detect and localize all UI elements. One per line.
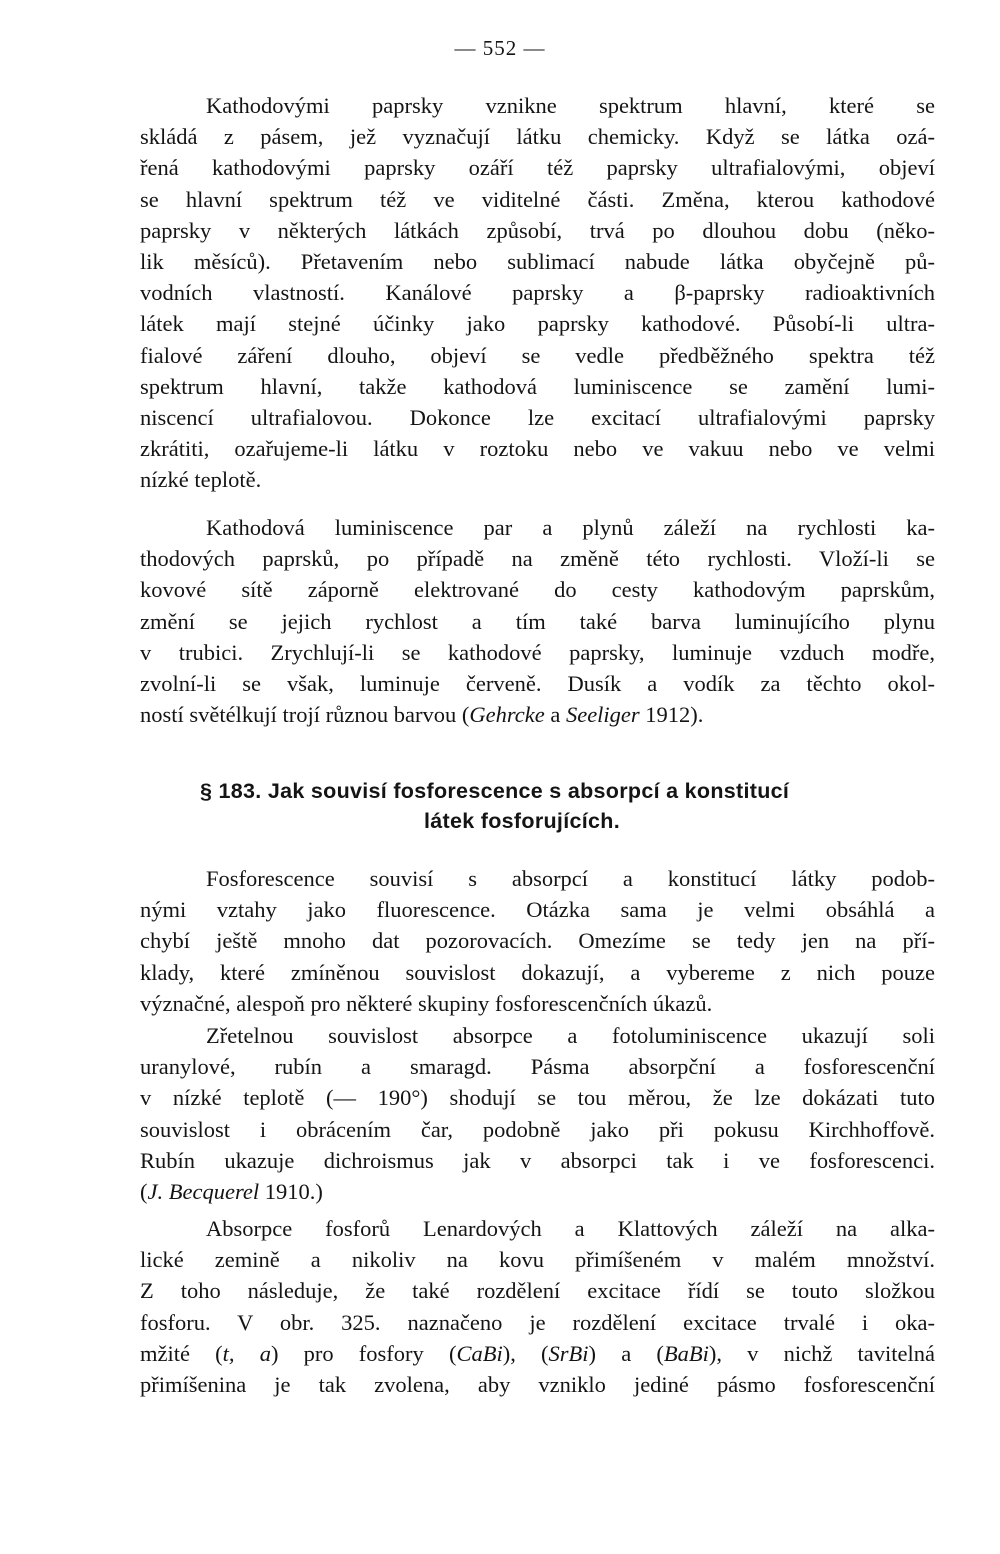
text-line: Z toho následuje, že také rozdělení excitace řídí se touto složkou [140, 1278, 935, 1304]
text-line: v nízké teplotě (— 190°) shodují se tou měrou, že lze dokázati tuto [140, 1085, 935, 1111]
paragraph-4 [140, 1020, 935, 1207]
text-line: vodních vlastností. Kanálové paprsky a β-paprsky radioaktivních [140, 280, 935, 306]
paragraph-2 [140, 512, 935, 730]
text-line: látek mají stejné účinky jako paprsky kathodové. Působí-li ultra- [140, 311, 935, 337]
text-line: Fosforescence souvisí s absorpcí a konstitucí látky podob- [206, 866, 935, 891]
text-run: ), ( [502, 1340, 549, 1366]
author-name: Gehrcke [469, 702, 545, 728]
text-run: ) a ( [588, 1340, 664, 1366]
text-line [140, 699, 935, 730]
text-line [140, 1338, 935, 1369]
text-line: v trubici. Zrychlují-li se kathodové paprsky, luminuje vzduch modře, [140, 639, 935, 665]
text-line: Kathodovými paprsky vznikne spektrum hlavní, které se [206, 93, 935, 118]
author-name: J. Becquerel [147, 1178, 260, 1204]
text-line: přimíšenina je tak zvolena, aby vzniklo jediné pásmo fosforescenční [140, 1371, 935, 1397]
text-run: ( [140, 1178, 148, 1204]
text-line: uranylové, rubín a smaragd. Pásma absorpční a fosforescenční [140, 1054, 935, 1080]
text-line: zkrátiti, ozařujeme-li látku v roztoku nebo ve vakuu nebo ve velmi [140, 436, 935, 462]
text-line: fialové záření dlouho, objeví se vedle předběžného spektra též [140, 342, 935, 368]
text-line [140, 1176, 935, 1207]
text-line: význačné, alespoň pro některé skupiny fosforescenčních úkazů. [140, 990, 713, 1016]
text-line: řená kathodovými paprsky ozáří též paprsky ultrafialovými, objeví [140, 155, 935, 181]
text-line: klady, které zmíněnou souvislost dokazují, a vybereme z nich pouze [140, 959, 935, 985]
text-line: spektrum hlavní, takže kathodová luminiscence se zamění lumi- [140, 373, 935, 399]
text-line: skládá z pásem, jež vyznačují látku chemicky. Když se látka ozá- [140, 124, 935, 150]
formula: SrBi [548, 1340, 589, 1366]
text-line: změní se jejich rychlost a tím také barva luminujícího plynu [140, 608, 935, 634]
paragraph-1 [140, 90, 935, 495]
text-line: chybí ještě mnoho dat pozorovacích. Omezíme se tedy jen na pří- [140, 928, 935, 954]
text-run: mžité ( [140, 1340, 223, 1366]
text-line: Kathodová luminiscence par a plynů záleží na rychlosti ka- [206, 515, 935, 540]
text-line: lické zemině a nikoliv na kovu přimíšeném v malém množství. [140, 1247, 935, 1273]
page-number: — 552 — [454, 36, 546, 60]
text-line: thodových paprsků, po případě na změně této rychlosti. Vloží-li se [140, 546, 935, 572]
paragraph-3 [140, 863, 935, 1019]
section-heading [140, 776, 1000, 836]
text-run: ností světélkují trojí různou barvou ( [140, 702, 470, 728]
text-line: nízké teplotě. [140, 467, 262, 493]
section-heading-line-2: látek fosforujících. [424, 809, 620, 833]
text-run: ) pro fosfory ( [270, 1340, 457, 1366]
text-line: se hlavní spektrum též ve viditelné části. Změna, kterou kathodové [140, 186, 935, 212]
paragraph-5 [140, 1213, 935, 1400]
text-run: a [544, 702, 566, 728]
formula: t, a [222, 1340, 271, 1366]
text-line: fosforu. V obr. 325. naznačeno je rozdělení excitace trvalé i oka- [140, 1309, 935, 1335]
text-run: ), v nichž tavitelná [708, 1340, 935, 1366]
section-heading-line-1: § 183. Jak souvisí fosforescence s absorpcí a konstitucí [200, 779, 790, 803]
author-name: Seeliger [565, 702, 640, 728]
text-line: Absorpce fosforů Lenardových a Klattových záleží na alka- [206, 1216, 935, 1241]
text-line: kovové sítě záporně elektrované do cesty kathodovým paprskům, [140, 577, 935, 603]
formula: CaBi [456, 1340, 503, 1366]
text-line: Rubín ukazuje dichroismus jak v absorpci tak i ve fosforescenci. [140, 1147, 935, 1173]
text-line: Zřetelnou souvislost absorpce a fotoluminiscence ukazují soli [206, 1023, 935, 1048]
formula: BaBi [663, 1340, 709, 1366]
text-line: lik měsíců). Přetavením nebo sublimací nabude látka obyčejně pů- [140, 248, 935, 274]
text-line: nými vztahy jako fluorescence. Otázka sama je velmi obsáhlá a [140, 897, 935, 923]
text-line: niscencí ultrafialovou. Dokonce lze excitací ultrafialovými paprsky [140, 404, 935, 430]
text-run: 1910.) [259, 1178, 323, 1204]
text-line: zvolní-li se však, luminuje červeně. Dusík a vodík za těchto okol- [140, 670, 935, 696]
text-run: 1912). [639, 702, 704, 728]
text-line: souvislost i obrácením čar, podobně jako při pokusu Kirchhoffově. [140, 1116, 935, 1142]
text-line: paprsky v některých látkách způsobí, trvá po dlouhou dobu (něko- [140, 217, 935, 243]
